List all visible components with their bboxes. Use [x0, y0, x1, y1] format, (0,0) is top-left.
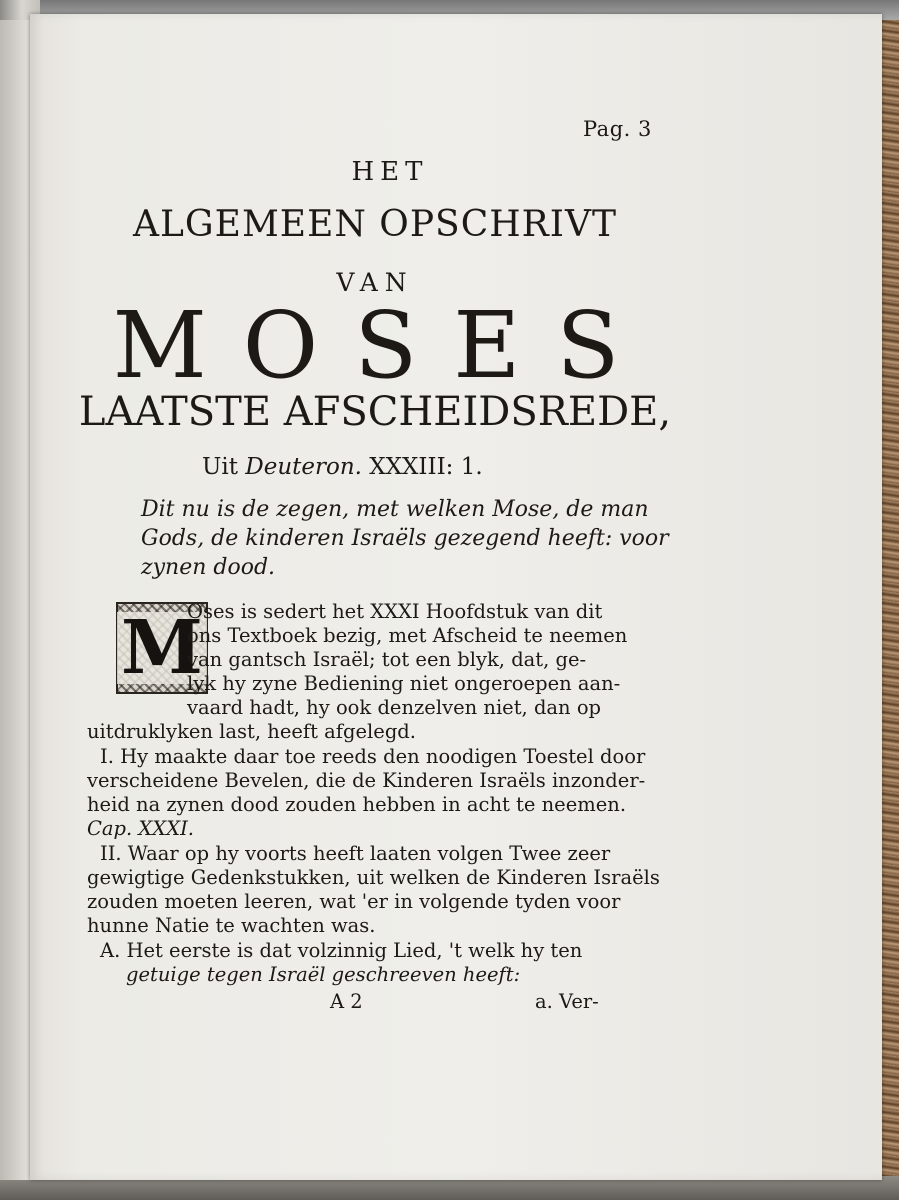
body-line: vaard hadt, hy ook denzelven niet, dan op — [187, 696, 602, 719]
initial-letter: M — [117, 612, 207, 684]
reference-chapter-verse: XXXIII: 1. — [369, 454, 483, 480]
body-line: A. Het eerste is dat volzinnig Lied, 't welk hy ten — [100, 939, 583, 962]
body-line: lyk hy zyne Bediening niet ongeroepen aan- — [187, 672, 621, 695]
catchword: a. Ver- — [535, 990, 599, 1013]
book-page — [30, 14, 882, 1180]
title-laatste-afscheidsrede: LAATSTE AFSCHEIDSREDE, — [78, 389, 672, 435]
epigraph-line: Dit nu is de zegen, met welken Mose, de man — [141, 497, 649, 522]
epigraph-line: zynen dood. — [141, 555, 276, 580]
body-line: ons Textboek bezig, met Afscheid te neemen — [187, 624, 628, 647]
body-line: hunne Natie te wachten was. — [87, 914, 376, 937]
body-line: getuige tegen Israël geschreeven heeft: — [126, 963, 521, 986]
page-number: Pag. 3 — [583, 117, 652, 141]
title-van: VAN — [336, 268, 414, 297]
reference-prefix: Uit — [202, 454, 238, 480]
title-algemeen-opschrivt: ALGEMEEN OPSCHRIVT — [133, 204, 617, 245]
scripture-reference — [202, 454, 483, 480]
title-moses: MOSES — [112, 292, 656, 399]
body-line: van gantsch Israël; tot een blyk, dat, ge- — [187, 648, 587, 671]
body-line: gewigtige Gedenkstukken, uit welken de Kinderen Israëls — [87, 866, 660, 889]
reference-book: Deuteron. — [245, 454, 362, 480]
epigraph-line: Gods, de kinderen Israëls gezegend heeft: voor — [141, 526, 669, 551]
body-line: verscheidene Bevelen, die de Kinderen Israëls inzonder- — [87, 769, 646, 792]
body-line: heid na zynen dood zouden hebben in acht te neemen. — [87, 793, 627, 816]
title-het: HET — [351, 157, 429, 187]
signature-mark: A 2 — [330, 990, 363, 1013]
facing-page-edge — [0, 20, 34, 1180]
body-line: I. Hy maakte daar toe reeds den noodigen Toestel door — [100, 745, 646, 768]
body-line: II. Waar op hy voorts heeft laaten volgen Twee zeer — [100, 842, 611, 865]
body-line: Oses is sedert het XXXI Hoofdstuk van dit — [187, 600, 603, 623]
body-line: zouden moeten leeren, wat 'er in volgende tyden voor — [87, 890, 621, 913]
body-line: Cap. XXXI. — [87, 817, 194, 840]
body-line: uitdruklyken last, heeft afgelegd. — [87, 720, 416, 743]
